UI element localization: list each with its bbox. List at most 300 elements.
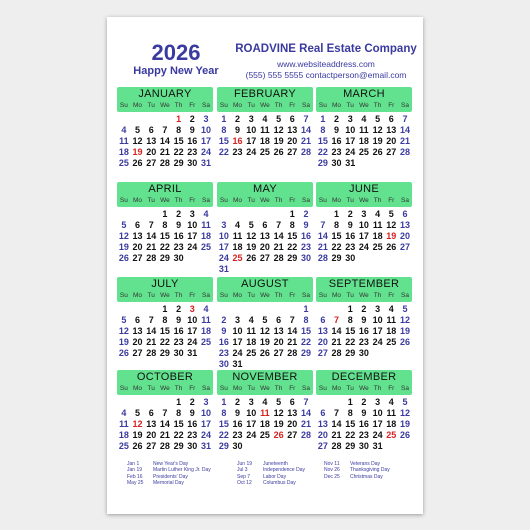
day-cell: 2 [176,209,182,219]
month-name: APRIL [148,183,182,195]
day-cell: 10 [232,326,243,336]
weekday-label: Th [373,197,382,204]
weekday-label: Sa [301,102,310,109]
day-cell: 28 [287,348,298,358]
weekday-label: Fr [388,292,395,299]
empty-cell [144,304,158,315]
empty-cell [272,304,286,315]
day-cell: 9 [334,125,340,135]
day-cell: 6 [135,220,141,230]
month-header [217,277,313,302]
day-cell: 19 [399,326,410,336]
empty-cell [158,114,172,125]
day-cell: 31 [218,264,229,274]
weekday-label: We [160,385,170,392]
day-cell: 27 [259,253,270,263]
day-cell: 9 [303,220,309,230]
holiday-list-col-2 [237,461,305,486]
day-cell: 6 [276,315,282,325]
day-cell: 16 [331,136,342,146]
month-october [117,370,213,460]
month-header [316,87,412,112]
day-cell: 22 [317,147,328,157]
day-cell: 29 [317,158,328,168]
day-cell: 5 [276,397,282,407]
day-cell: 23 [173,337,184,347]
weekday-label: Th [174,102,183,109]
holiday-date: Feb 16 [127,473,143,480]
day-cell: 21 [331,337,342,347]
day-cell: 24 [358,242,369,252]
day-cell: 15 [173,136,184,146]
day-cell: 16 [218,337,229,347]
day-cell: 11 [260,408,270,418]
day-cell: 9 [235,125,241,135]
day-cell: 3 [361,209,367,219]
empty-cell [285,304,299,315]
day-cell: 10 [372,315,383,325]
weekday-label: Su [318,292,327,299]
day-cell: 19 [259,337,270,347]
day-cell: 7 [320,220,326,230]
day-cell: 26 [118,348,129,358]
weekday-label: Th [274,102,283,109]
month-december [316,370,412,460]
day-cell: 3 [248,114,254,124]
day-cell: 14 [146,231,157,241]
day-cell: 24 [345,147,356,157]
day-cell: 11 [119,419,129,429]
day-cell: 28 [331,441,342,451]
month-header [316,370,412,395]
day-cell: 3 [375,397,381,407]
day-cell: 15 [159,231,170,241]
month-november [217,370,313,460]
day-cell: 19 [118,337,129,347]
day-cell: 12 [399,408,410,418]
weekday-label: Tu [247,197,255,204]
day-grid [217,209,313,275]
holiday-name: Veterans Day [350,461,381,467]
weekday-label: Fr [388,102,395,109]
weekday-label: Su [219,197,228,204]
day-cell: 6 [388,114,394,124]
holiday-name: Columbus Day [263,479,296,486]
weekday-label: Th [174,292,183,299]
day-cell: 30 [358,441,369,451]
day-cell: 21 [287,337,298,347]
empty-cell [131,397,145,408]
weekday-label: Tu [147,102,155,109]
day-cell: 15 [300,326,311,336]
weekday-label: Su [219,102,228,109]
month-name: OCTOBER [136,371,194,383]
weekday-row [316,101,412,111]
weekday-row [117,101,213,111]
month-name: FEBRUARY [233,88,297,100]
day-cell: 19 [386,231,397,241]
day-grid [316,304,412,359]
day-cell: 15 [218,419,229,429]
day-cell: 14 [146,326,157,336]
day-cell: 18 [259,136,270,146]
day-cell: 3 [203,114,209,124]
day-cell: 29 [345,441,356,451]
day-cell: 20 [386,136,397,146]
day-cell: 25 [259,147,270,157]
day-cell: 22 [218,147,229,157]
day-cell: 4 [388,304,394,314]
weekday-label: Su [119,292,128,299]
day-cell: 9 [221,326,227,336]
weekday-label: Tu [147,385,155,392]
day-cell: 21 [159,147,170,157]
holiday-name: Thanksgiving Day [350,467,390,474]
weekday-label: We [260,197,270,204]
day-cell: 20 [317,430,328,440]
day-cell: 18 [246,337,257,347]
holiday-date: Nov 11 [324,461,340,467]
day-cell: 19 [273,419,284,429]
day-cell: 3 [235,315,241,325]
weekday-label: Mo [233,197,243,204]
day-cell: 25 [200,242,211,252]
empty-cell [117,397,131,408]
day-cell: 27 [317,348,328,358]
day-cell: 22 [287,242,298,252]
day-cell: 25 [386,430,397,440]
day-cell: 18 [386,326,397,336]
day-cell: 26 [132,441,143,451]
day-cell: 21 [399,136,410,146]
weekday-label: Sa [201,197,210,204]
day-cell: 29 [331,253,342,263]
day-grid [316,114,412,169]
weekday-label: Mo [133,102,143,109]
day-cell: 27 [399,242,410,252]
day-cell: 28 [399,147,410,157]
day-cell: 2 [235,397,241,407]
weekday-label: Fr [289,197,296,204]
weekday-label: Tu [247,102,255,109]
weekday-label: Fr [388,197,395,204]
day-cell: 29 [300,348,311,358]
weekday-label: Fr [189,197,196,204]
day-cell: 7 [334,315,340,325]
day-cell: 8 [320,125,326,135]
weekday-label: We [160,197,170,204]
day-cell: 3 [189,209,195,219]
weekday-label: Tu [247,292,255,299]
weekday-label: We [160,292,170,299]
day-cell: 16 [232,419,243,429]
weekday-label: Sa [301,197,310,204]
day-grid [217,397,313,452]
day-cell: 5 [402,304,408,314]
day-cell: 30 [331,158,342,168]
day-cell: 17 [246,136,257,146]
day-cell: 26 [132,158,143,168]
day-cell: 6 [262,220,268,230]
weekday-label: Tu [346,292,354,299]
holiday-date: Sep 7 [237,473,251,480]
day-cell: 12 [273,125,284,135]
day-cell: 17 [345,136,356,146]
day-cell: 2 [334,114,340,124]
day-cell: 4 [248,315,254,325]
weekday-label: Mo [133,197,143,204]
day-cell: 5 [388,209,394,219]
weekday-label: We [260,292,270,299]
day-cell: 15 [173,419,184,429]
weekday-label: Sa [201,385,210,392]
day-cell: 30 [187,441,198,451]
day-cell: 12 [132,136,143,146]
calendar-card [107,17,423,514]
day-cell: 5 [121,315,127,325]
empty-cell [231,209,245,220]
day-cell: 30 [300,253,311,263]
day-cell: 1 [347,304,353,314]
month-january [117,87,213,177]
holiday-date: Jun 19 [237,461,253,467]
day-cell: 10 [187,220,198,230]
month-name: DECEMBER [331,371,397,383]
day-cell: 24 [200,147,211,157]
day-cell: 21 [300,136,311,146]
day-cell: 2 [361,397,367,407]
weekday-row [217,196,313,206]
holiday-entry [324,474,390,480]
day-cell: 2 [361,304,367,314]
day-cell: 3 [375,304,381,314]
day-cell: 21 [273,242,284,252]
day-cell: 10 [345,125,356,135]
day-cell: 27 [287,147,298,157]
weekday-label: Sa [301,292,310,299]
day-cell: 7 [289,315,295,325]
day-cell: 30 [173,348,184,358]
empty-cell [330,397,344,408]
holiday-list-col-1 [127,461,211,486]
day-cell: 20 [132,337,143,347]
day-cell: 22 [218,430,229,440]
day-cell: 5 [262,315,268,325]
empty-cell [217,304,231,315]
day-cell: 26 [399,430,410,440]
day-cell: 26 [273,430,284,440]
day-cell: 4 [203,304,209,314]
weekday-label: Th [373,385,382,392]
day-cell: 14 [300,408,311,418]
weekday-label: Tu [247,385,255,392]
day-cell: 9 [361,408,367,418]
month-header [117,182,213,207]
day-cell: 15 [331,231,342,241]
month-june [316,182,412,272]
day-cell: 12 [372,125,383,135]
weekday-label: Su [219,292,228,299]
month-name: MAY [253,183,277,195]
empty-cell [131,304,145,315]
day-cell: 31 [200,441,211,451]
day-cell: 8 [347,315,353,325]
day-cell: 12 [273,408,284,418]
empty-cell [158,397,172,408]
day-cell: 6 [320,408,326,418]
empty-cell [272,209,286,220]
month-header [316,277,412,302]
website-address: www.websiteaddress.com [277,59,375,69]
weekday-label: Sa [301,385,310,392]
day-cell: 5 [402,397,408,407]
weekday-label: Fr [289,385,296,392]
day-cell: 23 [187,430,198,440]
weekday-label: Fr [189,385,196,392]
day-cell: 8 [221,125,227,135]
day-cell: 8 [162,220,168,230]
day-cell: 30 [173,253,184,263]
day-cell: 5 [135,125,141,135]
day-cell: 5 [135,408,141,418]
day-cell: 28 [300,430,311,440]
day-cell: 18 [259,419,270,429]
day-cell: 27 [146,441,157,451]
day-cell: 11 [386,315,397,325]
day-cell: 31 [345,158,356,168]
weekday-label: Fr [289,102,296,109]
day-cell: 20 [273,337,284,347]
weekday-label: We [359,385,369,392]
day-cell: 26 [372,147,383,157]
day-cell: 24 [372,430,383,440]
day-cell: 13 [132,231,143,241]
holiday-date: Jan 1 [127,461,140,467]
weekday-label: Sa [400,197,409,204]
day-cell: 29 [345,348,356,358]
day-cell: 18 [200,326,211,336]
day-cell: 27 [386,147,397,157]
weekday-row [316,291,412,301]
day-cell: 16 [358,419,369,429]
empty-cell [258,304,272,315]
weekday-label: We [160,102,170,109]
weekday-label: We [260,102,270,109]
day-cell: 8 [221,408,227,418]
holiday-name: Martin Luther King Jr. Day [153,467,211,474]
day-cell: 17 [200,419,211,429]
weekday-row [217,101,313,111]
day-cell: 12 [259,326,270,336]
holiday-list-col-3 [324,461,390,480]
day-cell: 7 [303,114,309,124]
day-grid [316,397,412,452]
day-cell: 7 [334,408,340,418]
empty-cell [144,209,158,220]
day-cell: 6 [289,397,295,407]
day-cell: 5 [276,114,282,124]
holiday-date: Jul 3 [237,467,248,474]
day-cell: 14 [331,326,342,336]
day-cell: 20 [399,231,410,241]
day-cell: 12 [246,231,257,241]
weekday-label: Su [318,197,327,204]
empty-cell [316,397,330,408]
day-cell: 4 [121,408,127,418]
day-cell: 9 [189,125,195,135]
day-cell: 14 [331,419,342,429]
day-cell: 22 [345,430,356,440]
holiday-date: Oct 12 [237,479,252,486]
day-cell: 17 [187,231,198,241]
day-cell: 30 [218,359,229,369]
day-cell: 24 [187,242,198,252]
month-august [217,277,313,367]
day-cell: 10 [246,408,257,418]
day-cell: 13 [146,419,157,429]
day-cell: 22 [345,337,356,347]
day-cell: 1 [162,209,168,219]
day-cell: 25 [118,441,129,451]
month-name: JUNE [349,183,379,195]
day-cell: 13 [399,220,410,230]
day-cell: 7 [402,114,408,124]
day-cell: 2 [176,304,182,314]
day-cell: 31 [200,158,211,168]
day-cell: 15 [287,231,298,241]
day-cell: 22 [331,242,342,252]
month-header [117,87,213,112]
day-cell: 20 [287,419,298,429]
day-cell: 2 [347,209,353,219]
weekday-label: We [359,197,369,204]
day-cell: 26 [273,147,284,157]
weekday-label: Th [174,197,183,204]
day-cell: 10 [372,408,383,418]
day-cell: 12 [399,315,410,325]
month-february [217,87,313,177]
month-name: MARCH [343,88,385,100]
weekday-label: We [260,385,270,392]
day-cell: 15 [345,419,356,429]
weekday-label: Tu [346,385,354,392]
day-cell: 1 [303,304,309,314]
day-cell: 18 [358,136,369,146]
day-cell: 7 [148,220,154,230]
day-cell: 13 [287,408,298,418]
weekday-label: Mo [233,102,243,109]
day-cell: 10 [358,220,369,230]
day-cell: 27 [146,158,157,168]
day-cell: 8 [162,315,168,325]
day-cell: 21 [159,430,170,440]
empty-cell [258,209,272,220]
day-cell: 13 [132,326,143,336]
day-cell: 22 [300,337,311,347]
day-cell: 3 [221,220,227,230]
day-cell: 20 [259,242,270,252]
day-cell: 16 [173,326,184,336]
day-cell: 10 [200,125,211,135]
weekday-label: Mo [133,385,143,392]
company-name: ROADVINE Real Estate Company [235,43,417,55]
empty-cell [131,209,145,220]
day-cell: 7 [162,125,168,135]
day-cell: 5 [248,220,254,230]
day-cell: 14 [159,419,170,429]
holiday-name: Independence Day [263,467,305,474]
holiday-name: New Year's Day [153,461,189,467]
